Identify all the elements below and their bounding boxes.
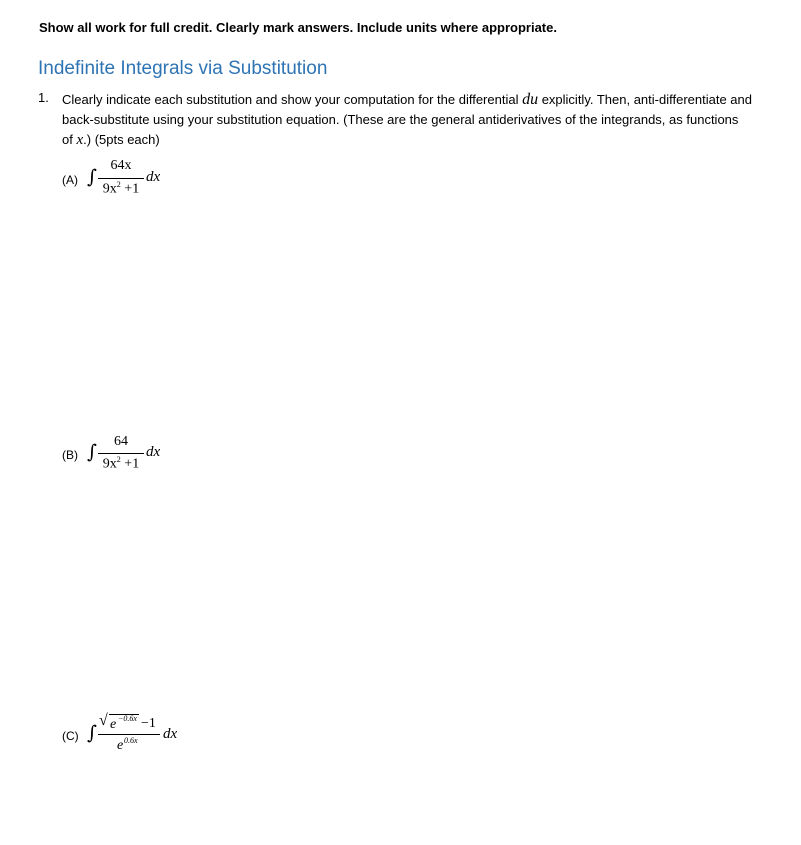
- part-b-denominator: $9x^2 +1$: [102, 455, 140, 472]
- part-c-dx: dx: [163, 726, 178, 742]
- fraction-bar: [98, 453, 144, 454]
- fraction-bar: [98, 178, 144, 179]
- part-a-dx: dx: [146, 169, 161, 185]
- part-a-denominator: $9x^2 +1$: [102, 180, 140, 197]
- du-symbol: du: [522, 91, 539, 108]
- instructions: Show all work for full credit. Clearly mark answers. Include units where appropriate.: [39, 20, 557, 35]
- part-c-label: (C): [62, 729, 79, 743]
- part-a-label: (A): [62, 173, 78, 187]
- section-title: Indefinite Integrals via Substitution: [38, 58, 328, 79]
- question-number: 1.: [38, 90, 49, 105]
- part-b-dx: dx: [146, 444, 161, 460]
- part-c-denominator-e: e: [117, 738, 124, 753]
- question-text: [62, 90, 752, 150]
- part-c-numerator-rest: −1: [141, 716, 156, 731]
- question-text-part-3: .) (5pts each): [83, 132, 160, 147]
- integral-sign-icon: ∫: [87, 166, 97, 188]
- part-b-label: (B): [62, 448, 78, 462]
- part-b-numerator: 64: [114, 434, 128, 449]
- part-c-numerator-e: e: [110, 717, 117, 732]
- integral-sign-icon: ∫: [87, 441, 97, 463]
- integral-sign-icon: ∫: [87, 722, 97, 744]
- x-symbol: x: [76, 132, 84, 148]
- question-text-part-1: Clearly indicate each substitution and show your computation for the differential: [62, 92, 523, 107]
- sqrt-icon: √: [99, 712, 108, 729]
- question-text-part-2: explicitly. Then, anti-differentiate and back-substitute using your substitution equation. (These are the general antiderivatives of the integrands, as functions of: [62, 92, 752, 147]
- part-a-numerator: 64x: [110, 158, 132, 173]
- fraction-bar: [98, 734, 160, 735]
- part-c-denominator-exponent: 0.6x: [124, 736, 138, 745]
- part-c-numerator-exponent: −0.6x: [118, 714, 137, 723]
